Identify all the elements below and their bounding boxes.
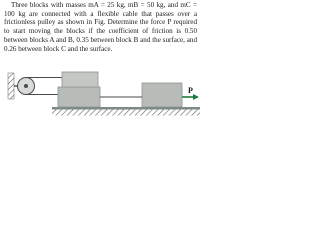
force-p-label: P	[188, 86, 193, 95]
pulley-axle	[24, 84, 28, 88]
block-b	[58, 87, 100, 107]
block-c	[142, 83, 182, 107]
wall-support	[8, 73, 14, 99]
block-a	[62, 72, 98, 87]
ground-hatch	[52, 110, 200, 116]
ground-surface	[52, 107, 200, 110]
pulley-block-figure	[0, 69, 200, 122]
force-p-arrowhead	[193, 94, 199, 100]
problem-statement: Three blocks with masses mA = 25 kg, mB = 50 kg, and mC = 100 kg are connected with a flexible cable that passes over a frictionless pulley as shown in Fig. Determine the force P required to start moving the blocks if the coefficient of friction is 0.50 between blocks A and B, 0.35 between block B and the surface, and 0.26 between block C and the surface.	[4, 1, 197, 53]
figure-drawing	[0, 69, 200, 122]
